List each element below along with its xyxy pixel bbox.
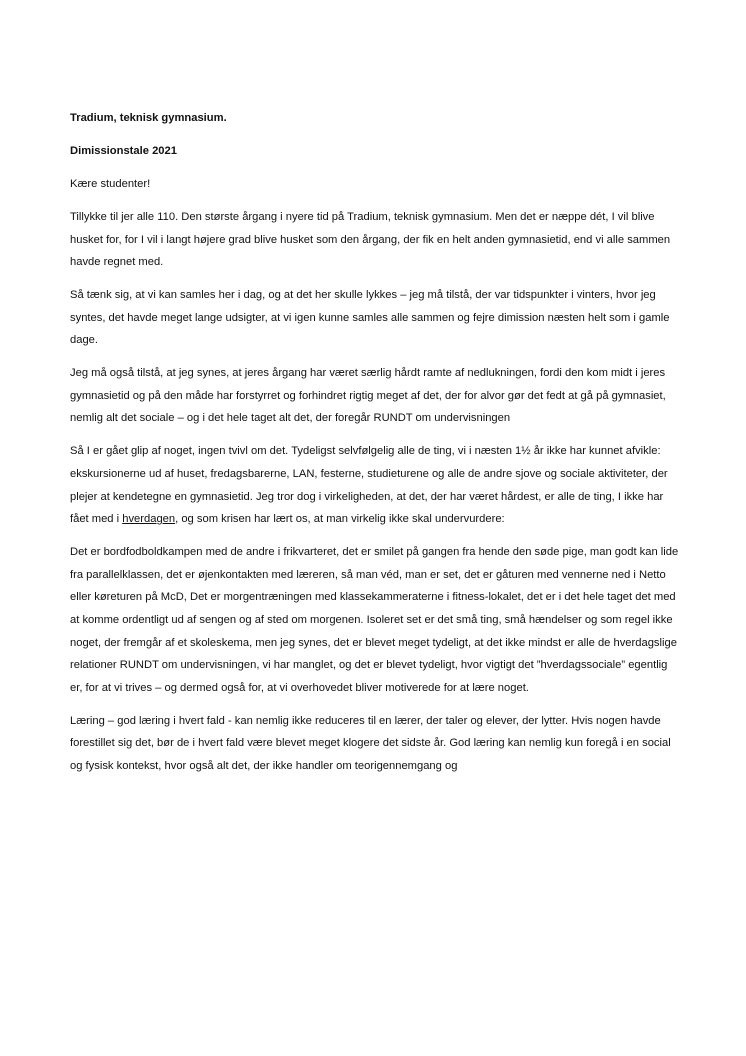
greeting: Kære studenter! bbox=[70, 177, 151, 190]
paragraph-3: Jeg må også tilstå, at jeg synes, at jeres årgang har været særlig hårdt ramte af nedlukningen, fordi den kom midt i jeres gymnasietid og på den måde har forstyrret og forhindret rigtig meget af det, der for alvor gør det fedt at gå på gymnasiet, nemlig alt det sociale – og i det hele taget alt det, der foregår RUNDT om undervisningen bbox=[70, 367, 666, 425]
paragraph-1: Tillykke til jer alle 110. Den største årgang i nyere tid på Tradium, teknisk gymnasium. Men det er næppe dét, I vil blive husket for, for I vil i langt højere grad blive husket som den årgang, der fik en helt anden gymnasietid, end vi alle sammen havde regnet med. bbox=[70, 210, 671, 269]
paragraph-4-text-start: Så I er gået glip af noget, ingen tvivl om det. Tydeligst selvfølgelig alle de ting, vi i næsten 1½ år ikke har kunnet afvikle: ekskursionerne ud af huset, fredagsbarerne, LAN, festerne, studieturene og alle de andre sjove og sociale aktiviteter, der plejer at kendetegne en gymnasietid. Jeg tror dog i virkeligheden, at det, der har været hårdest, er alle de ting, I ikke har fået med i bbox=[70, 445, 668, 526]
paragraph-6: Læring – god læring i hvert fald - kan nemlig ikke reduceres til en lærer, der taler og elever, der lytter. Hvis nogen havde forestillet sig det, bør de i hvert fald være blevet meget klogere det sidste år. God læring kan nemlig kun foregå i en social og fysisk kontekst, hvor også alt det, der ikke handler om teorigennemgang og bbox=[70, 714, 671, 772]
paragraph-4 bbox=[70, 440, 682, 530]
document-subtitle: Dimissionstale 2021 bbox=[70, 144, 177, 157]
paragraph-5: Det er bordfodboldkampen med de andre i frikvarteret, det er smilet på gangen fra hende den søde pige, man godt kan lide fra parallelklassen, det er øjenkontakten med læreren, så man véd, man er set, det er gåturen med vennerne ned i Netto eller køreturen på McD, Det er morgentræningen med klassekammeraterne i fitness-lokalet, det er i det hele taget det med at komme ordentligt ud af sengen og af sted om morgenen. Isoleret set er det små ting, små hændelser og som regel ikke noget, der fremgår af et skoleskema, men jeg synes, det er blevet meget tydeligt, at det ikke mindst er alle de hverdagslige relationer RUNDT om undervisningen, vi har manglet, og det er blevet tydeligt, hvor vigtigt det ”hverdagssociale” egentlig er, for at vi trives – og dermed også for, at vi overhovedet bliver motiverede for at lære noget. bbox=[70, 546, 679, 694]
paragraph-2: Så tænk sig, at vi kan samles her i dag, og at det her skulle lykkes – jeg må tilstå, der var tidspunkter i vinters, hvor jeg syntes, det havde meget lange udsigter, at vi igen kunne samles alle sammen og fejre dimission næsten helt som i gamle dage. bbox=[70, 289, 670, 347]
document-body bbox=[70, 107, 682, 788]
document-title: Tradium, teknisk gymnasium. bbox=[70, 112, 227, 124]
underlined-word: hverdagen bbox=[122, 513, 176, 526]
paragraph-4-text-end: , og som krisen har lært os, at man virkelig ikke skal undervurdere: bbox=[175, 513, 505, 526]
